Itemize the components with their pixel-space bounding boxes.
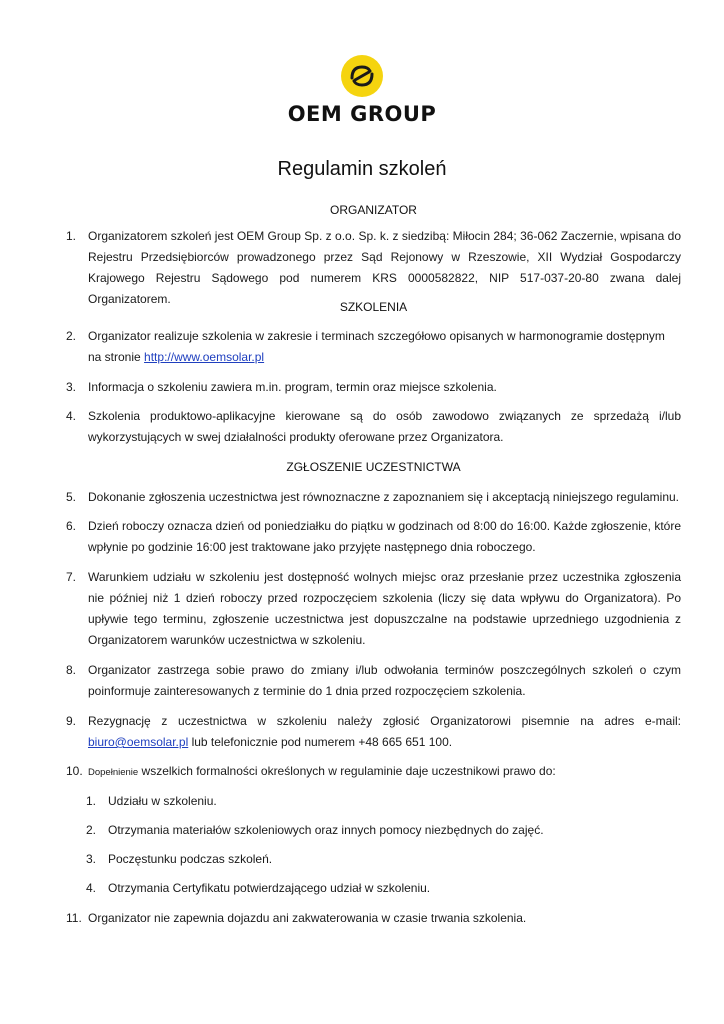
item-number: 3. <box>66 380 77 394</box>
sub-item-text: Otrzymania materiałów szkoleniowych oraz innych pomocy niezbędnych do zajęć. <box>108 823 544 837</box>
logo-text: OEM GROUP <box>287 102 437 126</box>
item-number: 7. <box>66 570 77 584</box>
sub-item-number: 2. <box>86 823 97 837</box>
website-link[interactable]: http://www.oemsolar.pl <box>144 350 265 364</box>
item-text-after: lub telefonicznie pod numerem +48 665 651 100. <box>188 735 453 749</box>
item-number: 10. <box>66 764 83 778</box>
sub-item-number: 1. <box>86 794 97 808</box>
list-item <box>66 761 681 783</box>
sub-item-text: Otrzymania Certyfikatu potwierdzającego udział w szkoleniu. <box>108 881 431 895</box>
item-text: Dzień roboczy oznacza dzień od poniedziałku do piątku w godzinach od 8:00 do 16:00. Każde zgłoszenie, które wpłynie po godzinie 16:00 jest traktowane jako przyjęte następnego dnia roboczego. <box>88 519 681 554</box>
section-heading-zgloszenie: ZGŁOSZENIE UCZESTNICTWA <box>286 460 461 474</box>
item-text-wrapper <box>88 711 681 753</box>
list-item <box>66 487 681 508</box>
item-text-wrapper <box>88 326 681 368</box>
item-text: Informacja o szkoleniu zawiera m.in. program, termin oraz miejsce szkolenia. <box>88 380 497 394</box>
sub-list-item <box>86 820 646 841</box>
sub-item-number: 3. <box>86 852 97 866</box>
item-number: 11. <box>66 911 82 925</box>
list-item <box>66 660 681 702</box>
list-item <box>66 226 681 310</box>
item-text: Organizator nie zapewnia dojazdu ani zakwaterowania w czasie trwania szkolenia. <box>88 911 527 925</box>
sub-list-item <box>86 849 646 870</box>
item-text-wrapper <box>88 761 681 783</box>
item-text: Organizator realizuje szkolenia w zakresie i terminach szczegółowo opisanych w harmonogramie dostępnym na stronie <box>88 329 665 364</box>
item-text: Szkolenia produktowo-aplikacyjne kierowane są do osób zawodowo związanych ze sprzedażą i/lub wykorzystujących w swej działalności produkty oferowane przez Organizatora. <box>88 409 681 444</box>
oem-logo-icon <box>340 54 384 98</box>
item-text: Organizatorem szkoleń jest OEM Group Sp. z o.o. Sp. k. z siedzibą: Miłocin 284; 36-062 Zaczernie, wpisana do Rejestru Przedsiębiorców prowadzonego przez Sąd Rejonowy w Rzeszowie, XII Wydział Gospodarczy Krajowego Rejestru Sądowego pod numerem KRS 0000582822, NIP 517-037-20-80 zwana dalej Organizatorem. <box>88 229 681 306</box>
sub-list-item <box>86 878 646 899</box>
item-number: 6. <box>66 519 77 533</box>
item-number: 8. <box>66 663 77 677</box>
list-item <box>66 516 681 558</box>
page-title: Regulamin szkoleń <box>277 158 447 180</box>
item-text-small: Dopełnienie <box>88 767 139 778</box>
list-item <box>66 326 681 368</box>
section-heading-szkolenia: SZKOLENIA <box>339 300 408 314</box>
item-text: wszelkich formalności określonych w regulaminie daje uczestnikowi prawo do: <box>138 764 556 778</box>
item-number: 4. <box>66 409 77 423</box>
section-heading-organizator: ORGANIZATOR <box>330 203 417 217</box>
sub-item-number: 4. <box>86 881 97 895</box>
email-link[interactable]: biuro@oemsolar.pl <box>88 735 189 749</box>
item-text: Dokonanie zgłoszenia uczestnictwa jest równoznaczne z zapoznaniem się i akceptacją niniejszego regulaminu. <box>88 490 679 504</box>
item-text: Warunkiem udziału w szkoleniu jest dostępność wolnych miejsc oraz przesłanie przez uczestnika zgłoszenia nie później niż 1 dzień roboczy przed rozpoczęciem szkolenia (liczy się data wpływu do Organizatora). Po upływie tego terminu, zgłoszenie uczestnictwa jest dopuszczalne na podstawie uprzedniego uzgodnienia z Organizatorem warunków uczestnictwa w szkoleniu. <box>88 570 681 647</box>
sub-item-text: Poczęstunku podczas szkoleń. <box>108 852 273 866</box>
list-item <box>66 377 681 398</box>
sub-item-text: Udziału w szkoleniu. <box>108 794 217 808</box>
list-item <box>66 711 681 753</box>
sub-list-item <box>86 791 646 812</box>
item-number: 2. <box>66 329 77 343</box>
item-number: 9. <box>66 714 77 728</box>
list-item <box>66 567 681 651</box>
list-item <box>66 908 681 929</box>
item-text: Rezygnację z uczestnictwa w szkoleniu należy zgłosić Organizatorowi pisemnie na adres e-mail: <box>88 714 681 728</box>
item-number: 5. <box>66 490 77 504</box>
list-item <box>66 406 681 448</box>
item-number: 1. <box>66 229 77 243</box>
item-text: Organizator zastrzega sobie prawo do zmiany i/lub odwołania terminów poszczególnych szkoleń o czym poinformuje zainteresowanych z terminie do 1 dnia przed rozpoczęciem szkolenia. <box>88 663 681 698</box>
company-logo <box>0 54 724 126</box>
